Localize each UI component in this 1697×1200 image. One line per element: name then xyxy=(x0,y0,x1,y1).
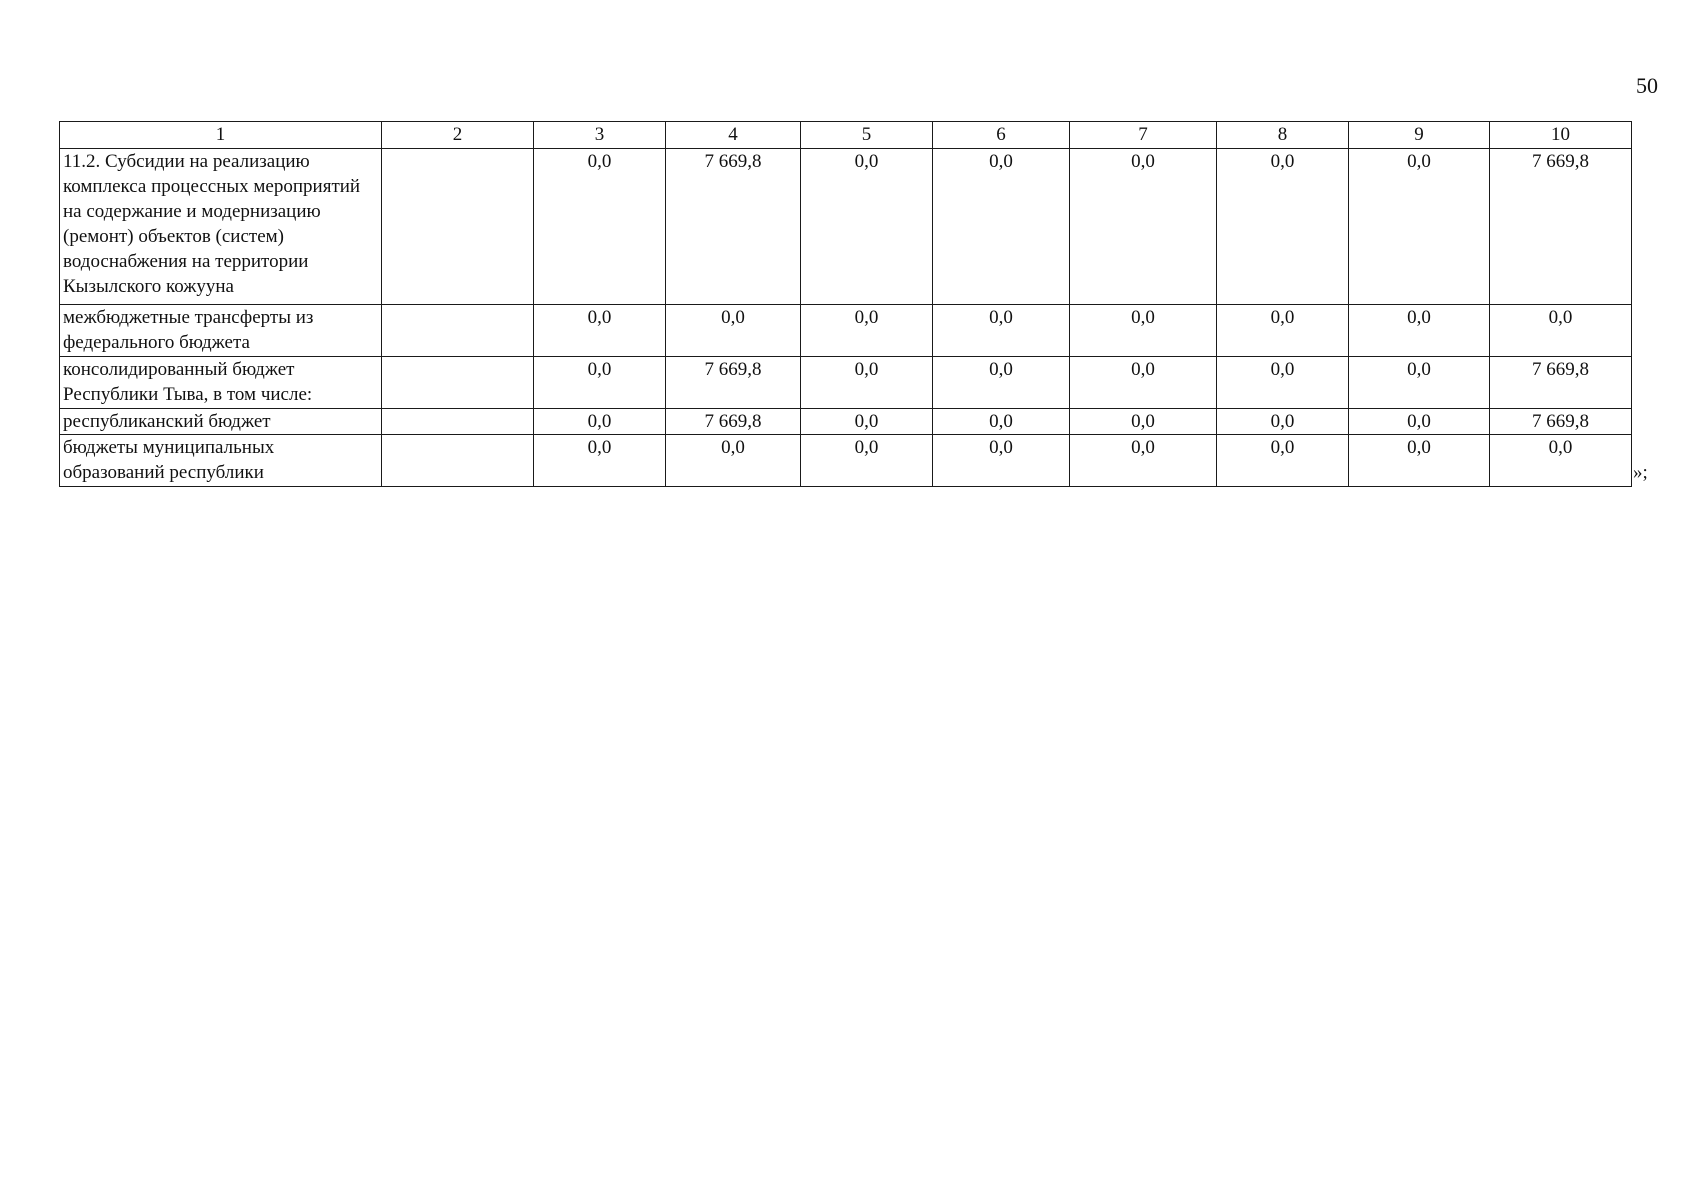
table-cell: 0,0 xyxy=(801,435,933,487)
table-cell: 0,0 xyxy=(534,305,666,357)
table-header-row xyxy=(60,122,1632,149)
table-cell xyxy=(382,149,534,305)
table-cell: 0,0 xyxy=(801,149,933,305)
table-cell: 0,0 xyxy=(801,305,933,357)
row-label: бюджеты муниципальных образований республики xyxy=(60,435,382,487)
table-cell: 0,0 xyxy=(1217,305,1349,357)
table-cell: 0,0 xyxy=(1349,435,1490,487)
table-cell: 0,0 xyxy=(1217,149,1349,305)
table-cell: 0,0 xyxy=(1070,435,1217,487)
table-cell: 0,0 xyxy=(1070,357,1217,409)
header-cell: 5 xyxy=(801,122,933,149)
budget-table xyxy=(59,121,1632,487)
table-cell: 0,0 xyxy=(534,409,666,435)
table-cell xyxy=(382,409,534,435)
table-cell: 0,0 xyxy=(1217,409,1349,435)
row-label: 11.2. Субсидии на реализацию комплекса процессных мероприятий на содержание и модернизацию (ремонт) объектов (систем) водоснабжения на территории Кызылского кожууна xyxy=(60,149,382,305)
table-cell: 0,0 xyxy=(1070,149,1217,305)
header-cell: 6 xyxy=(933,122,1070,149)
row-label: межбюджетные трансферты из федерального бюджета xyxy=(60,305,382,357)
row-label: консолидированный бюджет Республики Тыва, в том числе: xyxy=(60,357,382,409)
table-row xyxy=(60,357,1632,409)
table-row xyxy=(60,305,1632,357)
table-cell: 0,0 xyxy=(534,149,666,305)
table-cell: 0,0 xyxy=(933,305,1070,357)
table-cell: 0,0 xyxy=(801,409,933,435)
table-cell: 0,0 xyxy=(666,435,801,487)
table-cell: 0,0 xyxy=(1070,409,1217,435)
table-cell: 0,0 xyxy=(933,149,1070,305)
table-row xyxy=(60,409,1632,435)
table-cell: 0,0 xyxy=(1070,305,1217,357)
table-cell: 0,0 xyxy=(1490,305,1632,357)
table-cell: 7 669,8 xyxy=(1490,149,1632,305)
table-cell: 0,0 xyxy=(933,435,1070,487)
table-cell: 0,0 xyxy=(933,409,1070,435)
table-row xyxy=(60,149,1632,305)
table-cell: 0,0 xyxy=(666,305,801,357)
header-cell: 3 xyxy=(534,122,666,149)
table-cell: 0,0 xyxy=(801,357,933,409)
header-cell: 8 xyxy=(1217,122,1349,149)
header-cell: 7 xyxy=(1070,122,1217,149)
page-number: 50 xyxy=(1636,73,1658,98)
header-cell: 4 xyxy=(666,122,801,149)
header-cell: 1 xyxy=(60,122,382,149)
table-cell: 0,0 xyxy=(1349,357,1490,409)
table-cell: 7 669,8 xyxy=(1490,409,1632,435)
closing-quote-mark: »; xyxy=(1633,462,1648,483)
table-cell: 0,0 xyxy=(1349,149,1490,305)
table-cell: 7 669,8 xyxy=(666,149,801,305)
row-label: республиканский бюджет xyxy=(60,409,382,435)
table-cell: 0,0 xyxy=(1217,357,1349,409)
table-cell: 0,0 xyxy=(933,357,1070,409)
table-row xyxy=(60,435,1632,487)
table-cell: 7 669,8 xyxy=(1490,357,1632,409)
table-cell xyxy=(382,435,534,487)
table-cell: 0,0 xyxy=(1217,435,1349,487)
header-cell: 9 xyxy=(1349,122,1490,149)
table-cell: 7 669,8 xyxy=(666,409,801,435)
header-cell: 10 xyxy=(1490,122,1632,149)
table-cell: 0,0 xyxy=(1349,305,1490,357)
table-cell: 0,0 xyxy=(534,435,666,487)
table-cell xyxy=(382,357,534,409)
table-cell: 0,0 xyxy=(534,357,666,409)
table-cell xyxy=(382,305,534,357)
table-cell: 7 669,8 xyxy=(666,357,801,409)
header-cell: 2 xyxy=(382,122,534,149)
table-cell: 0,0 xyxy=(1349,409,1490,435)
table-cell: 0,0 xyxy=(1490,435,1632,487)
